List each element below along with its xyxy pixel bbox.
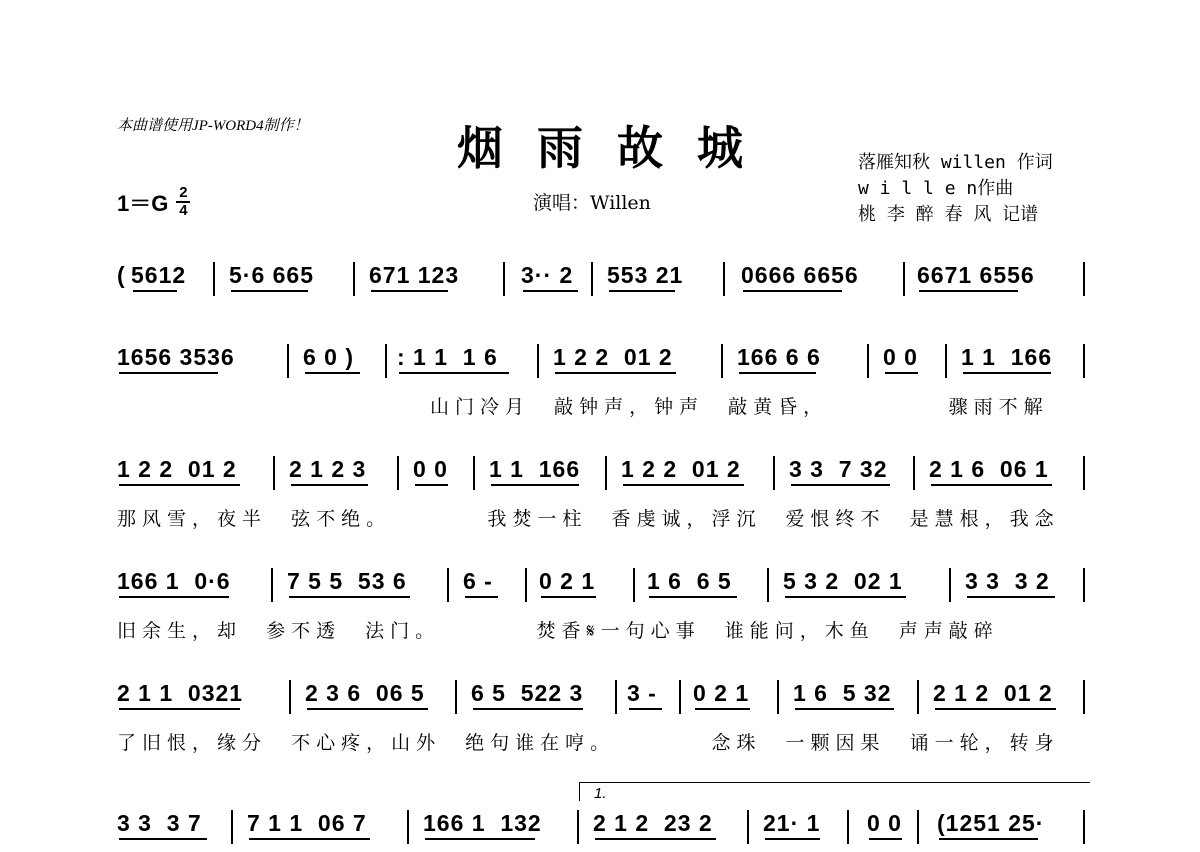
notation-line: [117, 456, 1092, 498]
beam-line: [967, 596, 1055, 598]
beam-line: [649, 596, 737, 598]
note-group: 166 1 0·6: [117, 568, 231, 594]
beam-line: [473, 708, 583, 710]
note-group: 3 -: [627, 680, 657, 706]
barline: [867, 344, 869, 378]
note-group: 2 1 6 06 1: [929, 456, 1049, 482]
barline: [847, 810, 849, 844]
beam-line: [541, 596, 596, 598]
barline: [407, 810, 409, 844]
note-group: 3 3 7 32: [789, 456, 888, 482]
barline: [917, 680, 919, 714]
credits-block: [858, 150, 1053, 228]
barline: [945, 344, 947, 378]
note-group: 1 6 5 32: [793, 680, 892, 706]
tagline: 本曲谱使用JP-WORD4制作！: [117, 118, 309, 134]
barline: [537, 344, 539, 378]
note-group: 6671 6556: [917, 262, 1035, 288]
lyrics-line: 山门冷月 敲钟声，钟声 敲黄昏， 骤雨不解: [117, 396, 1049, 418]
barline: [605, 456, 607, 490]
beam-line: [609, 290, 675, 292]
barline: [723, 262, 725, 296]
barline: [1083, 344, 1085, 378]
note-group: 1 1 166: [961, 344, 1053, 370]
note-group: 0 2 1: [693, 680, 750, 706]
barline: [913, 456, 915, 490]
note-group: 6 5 522 3: [471, 680, 584, 706]
beam-line: [885, 372, 918, 374]
note-group: : 1 1 1 6: [397, 344, 498, 370]
beam-line: [399, 372, 509, 374]
barline: [633, 568, 635, 602]
barline: [1083, 810, 1085, 844]
barline: [1083, 456, 1085, 490]
note-group: 1 2 2 01 2: [553, 344, 673, 370]
barline: [1083, 680, 1085, 714]
note-group: 7 1 1 06 7: [247, 810, 367, 836]
note-group: 2 1 1 0321: [117, 680, 244, 706]
barline: [231, 810, 233, 844]
notation-line: [117, 810, 1092, 852]
note-group: 0 2 1: [539, 568, 596, 594]
beam-line: [425, 838, 535, 840]
beam-line: [931, 484, 1052, 486]
barline: [679, 680, 681, 714]
beam-line: [739, 372, 816, 374]
note-group: 1656 3536: [117, 344, 235, 370]
singer-credit: 演唱：Willen: [533, 192, 651, 214]
note-group: (: [117, 262, 126, 288]
key-signature: [117, 186, 190, 218]
beam-line: [119, 372, 218, 374]
beam-line: [869, 838, 902, 840]
beam-line: [465, 596, 498, 598]
note-group: 3·· 2: [521, 262, 574, 288]
note-group: 166 1 132: [423, 810, 542, 836]
key-label: 1＝G: [117, 190, 169, 216]
barline: [767, 568, 769, 602]
volta-bracket: [579, 782, 1090, 801]
beam-line: [119, 596, 229, 598]
time-bottom: 4: [179, 202, 188, 219]
barline: [473, 456, 475, 490]
barline: [773, 456, 775, 490]
notation-line: [117, 568, 1092, 610]
beam-line: [289, 596, 410, 598]
beam-line: [623, 484, 744, 486]
lyrics-line: 旧余生，却 参不透 法门。 焚香𝄋一句心事 谁能问，木鱼 声声敲碎: [117, 620, 999, 642]
barline: [721, 344, 723, 378]
note-group: (1251 25·: [937, 810, 1045, 836]
note-group: 6 -: [463, 568, 493, 594]
barline: [353, 262, 355, 296]
notation-line: [117, 680, 1092, 722]
barline: [271, 568, 273, 602]
beam-line: [743, 290, 842, 292]
note-group: 6 0 ): [303, 344, 355, 370]
beam-line: [307, 708, 428, 710]
note-group: 2 1 2 01 2: [933, 680, 1053, 706]
beam-line: [791, 484, 890, 486]
beam-line: [119, 838, 207, 840]
note-group: 1 6 6 5: [647, 568, 732, 594]
note-group: 5612: [131, 262, 187, 288]
barline: [213, 262, 215, 296]
barline: [525, 568, 527, 602]
barline: [903, 262, 905, 296]
time-top: 2: [179, 184, 188, 201]
beam-line: [935, 708, 1056, 710]
note-group: 0 0: [883, 344, 918, 370]
note-group: 21· 1: [763, 810, 821, 836]
barline: [917, 810, 919, 844]
beam-line: [133, 290, 177, 292]
barline: [385, 344, 387, 378]
beam-line: [305, 372, 360, 374]
notation-line: [117, 262, 1092, 304]
beam-line: [119, 708, 240, 710]
note-group: 166 6 6: [737, 344, 821, 370]
note-group: 1 2 2 01 2: [621, 456, 741, 482]
song-title: 烟雨故城: [457, 121, 777, 175]
volta-label: 1.: [594, 785, 607, 802]
beam-line: [795, 708, 894, 710]
barline: [447, 568, 449, 602]
barline: [455, 680, 457, 714]
note-group: 5 3 2 02 1: [783, 568, 903, 594]
barline: [949, 568, 951, 602]
beam-line: [231, 290, 308, 292]
beam-line: [119, 484, 240, 486]
beam-line: [785, 596, 906, 598]
barline: [289, 680, 291, 714]
note-group: 1 2 2 01 2: [117, 456, 237, 482]
barline: [273, 456, 275, 490]
note-group: 0 0: [413, 456, 448, 482]
beam-line: [695, 708, 750, 710]
note-group: 2 1 2 23 2: [593, 810, 713, 836]
note-group: 0 0: [867, 810, 902, 836]
beam-line: [249, 838, 370, 840]
barline: [1083, 262, 1085, 296]
beam-line: [919, 290, 1018, 292]
note-group: 3 3 3 2: [965, 568, 1050, 594]
beam-line: [939, 838, 1038, 840]
beam-line: [555, 372, 676, 374]
note-group: 1 1 166: [489, 456, 581, 482]
lyrics-line: 了旧恨，缘分 不心疼，山外 绝句谁在哼。 念珠 一颗因果 诵一轮，转身: [117, 732, 1060, 754]
barline: [747, 810, 749, 844]
beam-line: [371, 290, 448, 292]
lyrics-line: 那风雪，夜半 弦不绝。 我焚一柱 香虔诚，浮沉 爱恨终不 是慧根，我念: [117, 508, 1060, 530]
note-group: 2 1 2 3: [289, 456, 367, 482]
beam-line: [523, 290, 578, 292]
barline: [615, 680, 617, 714]
beam-line: [291, 484, 368, 486]
notation-line: [117, 344, 1092, 386]
note-group: 0666 6656: [741, 262, 859, 288]
composer-credit: w i l l e n作曲: [858, 178, 1014, 199]
note-group: 2 3 6 06 5: [305, 680, 425, 706]
beam-line: [629, 708, 662, 710]
barline: [577, 810, 579, 844]
lyricist-credit: 落雁知秋 willen 作词: [858, 152, 1053, 173]
barline: [397, 456, 399, 490]
beam-line: [765, 838, 820, 840]
note-group: 671 123: [369, 262, 460, 288]
note-group: 3 3 3 7: [117, 810, 202, 836]
note-group: 7 5 5 53 6: [287, 568, 407, 594]
barline: [1083, 568, 1085, 602]
note-group: 5·6 665: [229, 262, 315, 288]
beam-line: [963, 372, 1051, 374]
time-signature: [176, 186, 190, 218]
barline: [287, 344, 289, 378]
barline: [591, 262, 593, 296]
beam-line: [595, 838, 716, 840]
transcriber-credit: 桃 李 醉 春 风 记谱: [858, 204, 1039, 225]
barline: [777, 680, 779, 714]
beam-line: [491, 484, 579, 486]
note-group: 553 21: [607, 262, 684, 288]
barline: [503, 262, 505, 296]
beam-line: [415, 484, 448, 486]
